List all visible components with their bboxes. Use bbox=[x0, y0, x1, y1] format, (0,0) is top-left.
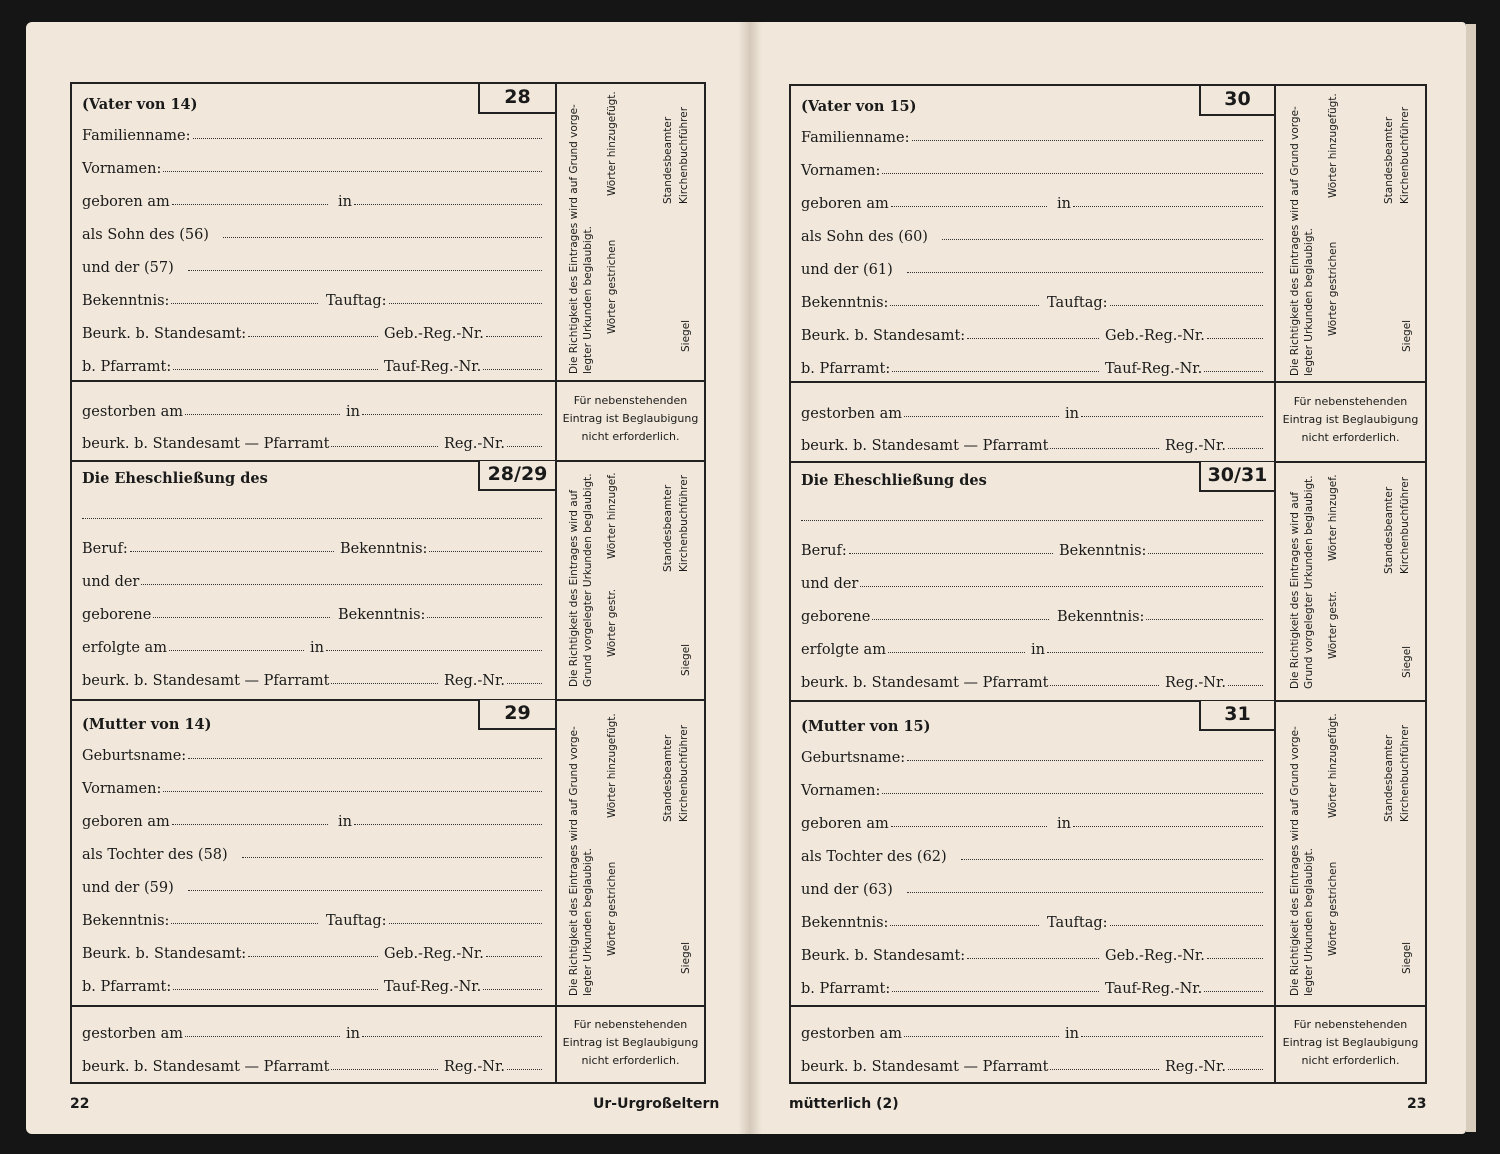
fill-line[interactable] bbox=[130, 551, 334, 552]
fill-line[interactable] bbox=[223, 237, 542, 238]
official-title: Kirchenbuchführer bbox=[678, 724, 690, 822]
fill-line[interactable] bbox=[193, 138, 542, 139]
field-surname: Familienname: bbox=[82, 122, 546, 144]
fill-line[interactable] bbox=[141, 584, 542, 585]
field-death-reg-no: Reg.-Nr. bbox=[444, 430, 546, 452]
field-occupation: Beruf: bbox=[801, 537, 1057, 559]
official-title: Standesbeamter bbox=[1383, 734, 1395, 822]
section-divider bbox=[72, 380, 555, 382]
certification-text: Die Richtigkeit des Eintrages wird auf bbox=[1289, 491, 1301, 689]
field-marriage-line bbox=[801, 504, 1267, 526]
certification-text: legter Urkunden beglaubigt. bbox=[1303, 848, 1315, 996]
fill-line[interactable] bbox=[907, 892, 1263, 893]
fill-line[interactable] bbox=[1050, 448, 1159, 449]
field-birth-date: geboren am bbox=[801, 190, 1051, 212]
section-divider bbox=[791, 700, 1425, 702]
entry-number: 29 bbox=[478, 700, 555, 730]
seal-label: Siegel bbox=[680, 643, 692, 676]
fill-line[interactable] bbox=[362, 414, 542, 415]
section-heading-marriage: Die Eheschließung des bbox=[801, 472, 987, 489]
fill-line[interactable] bbox=[354, 824, 542, 825]
field-death-place: in bbox=[1065, 1020, 1267, 1042]
fill-line[interactable] bbox=[1081, 416, 1263, 417]
fill-line[interactable] bbox=[1050, 1069, 1159, 1070]
fill-line[interactable] bbox=[507, 683, 542, 684]
section-divider bbox=[555, 380, 704, 382]
field-death-reg-no: Reg.-Nr. bbox=[1165, 432, 1267, 454]
fill-line[interactable] bbox=[904, 1036, 1059, 1037]
fill-line[interactable] bbox=[1047, 652, 1263, 653]
certification-text: Grund vorgelegter Urkunden beglaubigt. bbox=[1303, 475, 1315, 689]
field-marriage-place: in bbox=[1031, 636, 1267, 658]
field-birth-reg-no: Geb.-Reg.-Nr. bbox=[1105, 942, 1267, 964]
section-heading-mother: (Mutter von 14) bbox=[82, 716, 212, 733]
words-added-label: Wörter hinzugef. bbox=[1327, 474, 1339, 561]
fill-line[interactable] bbox=[188, 758, 542, 759]
field-daughter-of: als Tochter des (62) bbox=[801, 843, 1267, 865]
fill-line[interactable] bbox=[1204, 991, 1263, 992]
fill-line[interactable] bbox=[354, 204, 542, 205]
fill-line[interactable] bbox=[912, 140, 1263, 141]
official-title: Standesbeamter bbox=[662, 116, 674, 204]
section-heading-father: (Vater von 14) bbox=[82, 96, 198, 113]
section-heading-marriage: Die Eheschließung des bbox=[82, 470, 268, 487]
fill-line[interactable] bbox=[188, 890, 542, 891]
fill-line[interactable] bbox=[486, 336, 542, 337]
field-birth-reg-no: Geb.-Reg.-Nr. bbox=[1105, 322, 1267, 344]
fill-line[interactable] bbox=[429, 551, 542, 552]
certification-text: legter Urkunden beglaubigt. bbox=[582, 848, 594, 996]
seal-label: Siegel bbox=[1401, 319, 1413, 352]
field-baptism-day: Tauftag: bbox=[1047, 909, 1267, 931]
fill-line[interactable] bbox=[163, 791, 542, 792]
seal-label: Siegel bbox=[680, 941, 692, 974]
words-struck-label: Wörter gestr. bbox=[1327, 590, 1339, 659]
section-divider bbox=[791, 381, 1274, 383]
fill-line[interactable] bbox=[82, 518, 542, 519]
certification-text: legter Urkunden beglaubigt. bbox=[582, 226, 594, 374]
field-given-names: Vornamen: bbox=[82, 155, 546, 177]
field-birth-date: geboren am bbox=[82, 188, 332, 210]
book-gutter bbox=[738, 22, 762, 1134]
certification-text: Die Richtigkeit des Eintrages wird auf Grund vorge- bbox=[1289, 726, 1301, 996]
fill-line[interactable] bbox=[882, 173, 1263, 174]
field-death-registered: beurk. b. Standesamt — Pfarramt bbox=[82, 1053, 442, 1075]
field-confession: Bekenntnis: bbox=[801, 289, 1043, 311]
fill-line[interactable] bbox=[892, 371, 1099, 372]
fill-line[interactable] bbox=[1207, 338, 1263, 339]
fill-line[interactable] bbox=[907, 272, 1263, 273]
fill-line[interactable] bbox=[326, 650, 542, 651]
fill-line[interactable] bbox=[1146, 619, 1263, 620]
official-title: Kirchenbuchführer bbox=[678, 106, 690, 204]
official-title: Standesbeamter bbox=[1383, 486, 1395, 574]
words-struck-label: Wörter gestrichen bbox=[1327, 861, 1339, 956]
fill-line[interactable] bbox=[849, 553, 1053, 554]
entry-number: 28/29 bbox=[478, 461, 555, 491]
words-added-label: Wörter hinzugefügt. bbox=[606, 91, 618, 196]
fill-line[interactable] bbox=[967, 958, 1099, 959]
fill-line[interactable] bbox=[892, 991, 1099, 992]
field-marriage-line bbox=[82, 502, 546, 524]
field-registry-office: Beurk. b. Standesamt: bbox=[801, 322, 1103, 344]
field-confession-2: Bekenntnis: bbox=[1057, 603, 1267, 625]
fill-line[interactable] bbox=[888, 652, 1025, 653]
field-death-date: gestorben am bbox=[801, 400, 1063, 422]
words-struck-label: Wörter gestrichen bbox=[606, 239, 618, 334]
field-marriage-reg-no: Reg.-Nr. bbox=[1165, 669, 1267, 691]
field-birth-reg-no: Geb.-Reg.-Nr. bbox=[384, 320, 546, 342]
field-death-registered: beurk. b. Standesamt — Pfarramt bbox=[801, 1053, 1163, 1075]
fill-line[interactable] bbox=[331, 1069, 438, 1070]
fill-line[interactable] bbox=[173, 369, 378, 370]
field-parish-office: b. Pfarramt: bbox=[82, 973, 382, 995]
fill-line[interactable] bbox=[1081, 1036, 1263, 1037]
no-certification-note: Für nebenstehenden Eintrag ist Beglaubigung nicht erforderlich. bbox=[1282, 395, 1419, 444]
no-certification-note: Für nebenstehenden Eintrag ist Beglaubigung nicht erforderlich. bbox=[562, 394, 699, 443]
fill-line[interactable] bbox=[486, 956, 542, 957]
field-death-place: in bbox=[346, 1020, 546, 1042]
field-death-date: gestorben am bbox=[801, 1020, 1063, 1042]
fill-line[interactable] bbox=[860, 586, 1263, 587]
fill-line[interactable] bbox=[172, 204, 328, 205]
field-birth-place: in bbox=[338, 188, 546, 210]
field-registry-office: Beurk. b. Standesamt: bbox=[82, 320, 382, 342]
official-title: Kirchenbuchführer bbox=[678, 474, 690, 572]
fill-line[interactable] bbox=[188, 270, 542, 271]
fill-line[interactable] bbox=[163, 171, 542, 172]
field-confession-2: Bekenntnis: bbox=[338, 601, 546, 623]
entry-number: 31 bbox=[1199, 701, 1274, 731]
field-confession: Bekenntnis: bbox=[801, 909, 1043, 931]
fill-line[interactable] bbox=[1110, 305, 1263, 306]
section-heading-mother: (Mutter von 15) bbox=[801, 718, 931, 735]
fill-line[interactable] bbox=[169, 650, 304, 651]
certification-text: Die Richtigkeit des Eintrages wird auf Grund vorge- bbox=[568, 104, 580, 374]
field-son-of: als Sohn des (56) bbox=[82, 221, 546, 243]
fill-line[interactable] bbox=[1073, 826, 1263, 827]
no-certification-note: Für nebenstehenden Eintrag ist Beglaubigung nicht erforderlich. bbox=[1282, 1018, 1419, 1067]
field-birth-date: geboren am bbox=[82, 808, 332, 830]
fill-line[interactable] bbox=[331, 683, 438, 684]
field-death-reg-no: Reg.-Nr. bbox=[444, 1053, 546, 1075]
entry-number: 30 bbox=[1199, 86, 1274, 116]
fill-line[interactable] bbox=[1073, 206, 1263, 207]
fill-line[interactable] bbox=[891, 826, 1047, 827]
fill-line[interactable] bbox=[153, 617, 330, 618]
entry-number: 28 bbox=[478, 84, 555, 114]
certification-text: Die Richtigkeit des Eintrages wird auf Grund vorge- bbox=[568, 726, 580, 996]
field-nee: geborene bbox=[801, 603, 1053, 625]
field-death-date: gestorben am bbox=[82, 398, 344, 420]
field-given-names: Vornamen: bbox=[82, 775, 546, 797]
fill-line[interactable] bbox=[891, 206, 1047, 207]
field-occupation: Beruf: bbox=[82, 535, 338, 557]
field-death-reg-no: Reg.-Nr. bbox=[1165, 1053, 1267, 1075]
field-birth-place: in bbox=[1057, 810, 1267, 832]
field-surname: Familienname: bbox=[801, 124, 1267, 146]
column-divider bbox=[555, 84, 557, 1082]
field-and-the: und der (59) bbox=[82, 874, 546, 896]
page-edge bbox=[1466, 24, 1476, 1132]
field-and-the: und der bbox=[82, 568, 546, 590]
fill-line[interactable] bbox=[882, 793, 1263, 794]
fill-line[interactable] bbox=[507, 446, 542, 447]
field-marriage-date: erfolgte am bbox=[801, 636, 1029, 658]
fill-line[interactable] bbox=[942, 239, 1263, 240]
field-death-place: in bbox=[346, 398, 546, 420]
fill-line[interactable] bbox=[967, 338, 1099, 339]
right-form bbox=[789, 84, 1427, 1084]
fill-line[interactable] bbox=[890, 925, 1039, 926]
field-parish-office: b. Pfarramt: bbox=[801, 975, 1103, 997]
no-certification-note: Für nebenstehenden Eintrag ist Beglaubigung nicht erforderlich. bbox=[562, 1018, 699, 1067]
field-death-date: gestorben am bbox=[82, 1020, 344, 1042]
fill-line[interactable] bbox=[890, 305, 1039, 306]
fill-line[interactable] bbox=[1148, 553, 1263, 554]
field-marriage-registered: beurk. b. Standesamt — Pfarramt bbox=[801, 669, 1163, 691]
fill-line[interactable] bbox=[904, 416, 1059, 417]
field-marriage-place: in bbox=[310, 634, 546, 656]
certification-text: legter Urkunden beglaubigt. bbox=[1303, 228, 1315, 376]
fill-line[interactable] bbox=[872, 619, 1049, 620]
field-marriage-registered: beurk. b. Standesamt — Pfarramt bbox=[82, 667, 442, 689]
field-parish-office: b. Pfarramt: bbox=[801, 355, 1103, 377]
field-confession: Bekenntnis: bbox=[1059, 537, 1267, 559]
fill-line[interactable] bbox=[961, 859, 1263, 860]
left-form bbox=[70, 82, 706, 1084]
fill-line[interactable] bbox=[331, 446, 438, 447]
fill-line[interactable] bbox=[483, 369, 542, 370]
fill-line[interactable] bbox=[483, 989, 542, 990]
field-birth-place: in bbox=[338, 808, 546, 830]
field-marriage-reg-no: Reg.-Nr. bbox=[444, 667, 546, 689]
official-title: Kirchenbuchführer bbox=[1399, 106, 1411, 204]
words-added-label: Wörter hinzugefügt. bbox=[1327, 713, 1339, 818]
section-divider bbox=[1274, 381, 1425, 383]
fill-line[interactable] bbox=[1110, 925, 1263, 926]
field-marriage-date: erfolgte am bbox=[82, 634, 308, 656]
words-struck-label: Wörter gestr. bbox=[606, 588, 618, 657]
fill-line[interactable] bbox=[1228, 685, 1263, 686]
field-death-registered: beurk. b. Standesamt — Pfarramt bbox=[801, 432, 1163, 454]
fill-line[interactable] bbox=[171, 303, 318, 304]
field-and-the: und der (57) bbox=[82, 254, 546, 276]
fill-line[interactable] bbox=[1228, 1069, 1263, 1070]
official-title: Standesbeamter bbox=[1383, 116, 1395, 204]
field-baptism-reg-no: Tauf-Reg.-Nr. bbox=[384, 353, 546, 375]
field-birth-name: Geburtsname: bbox=[801, 744, 1267, 766]
words-struck-label: Wörter gestrichen bbox=[606, 861, 618, 956]
fill-line[interactable] bbox=[389, 303, 542, 304]
field-daughter-of: als Tochter des (58) bbox=[82, 841, 546, 863]
field-birth-name: Geburtsname: bbox=[82, 742, 546, 764]
field-birth-date: geboren am bbox=[801, 810, 1051, 832]
certification-text: Die Richtigkeit des Eintrages wird auf Grund vorge- bbox=[1289, 106, 1301, 376]
section-divider bbox=[72, 699, 704, 701]
words-added-label: Wörter hinzugefügt. bbox=[1327, 93, 1339, 198]
field-registry-office: Beurk. b. Standesamt: bbox=[801, 942, 1103, 964]
section-divider bbox=[791, 1005, 1425, 1007]
page-number: 23 bbox=[1407, 1096, 1427, 1112]
fill-line[interactable] bbox=[242, 857, 542, 858]
field-death-registered: beurk. b. Standesamt — Pfarramt bbox=[82, 430, 442, 452]
field-baptism-reg-no: Tauf-Reg.-Nr. bbox=[1105, 355, 1267, 377]
footer-title: mütterlich (2) bbox=[789, 1096, 899, 1112]
certification-text: Grund vorgelegter Urkunden beglaubigt. bbox=[582, 473, 594, 687]
official-title: Standesbeamter bbox=[662, 484, 674, 572]
fill-line[interactable] bbox=[801, 520, 1263, 521]
words-added-label: Wörter hinzugef. bbox=[606, 472, 618, 559]
field-and-the: und der (63) bbox=[801, 876, 1267, 898]
section-divider bbox=[555, 460, 704, 462]
seal-label: Siegel bbox=[1401, 941, 1413, 974]
field-son-of: als Sohn des (60) bbox=[801, 223, 1267, 245]
fill-line[interactable] bbox=[185, 414, 340, 415]
section-divider bbox=[1274, 461, 1425, 463]
field-given-names: Vornamen: bbox=[801, 157, 1267, 179]
section-heading-father: (Vater von 15) bbox=[801, 98, 917, 115]
field-registry-office: Beurk. b. Standesamt: bbox=[82, 940, 382, 962]
fill-line[interactable] bbox=[907, 760, 1263, 761]
fill-line[interactable] bbox=[1207, 958, 1263, 959]
fill-line[interactable] bbox=[507, 1069, 542, 1070]
fill-line[interactable] bbox=[248, 336, 378, 337]
field-confession: Bekenntnis: bbox=[340, 535, 546, 557]
seal-label: Siegel bbox=[680, 319, 692, 352]
fill-line[interactable] bbox=[173, 989, 378, 990]
page-number: 22 bbox=[70, 1096, 90, 1112]
field-confession: Bekenntnis: bbox=[82, 907, 322, 929]
field-given-names: Vornamen: bbox=[801, 777, 1267, 799]
field-and-the: und der bbox=[801, 570, 1267, 592]
footer-title: Ur-Urgroßeltern bbox=[593, 1096, 720, 1112]
fill-line[interactable] bbox=[427, 617, 542, 618]
official-title: Kirchenbuchführer bbox=[1399, 476, 1411, 574]
fill-line[interactable] bbox=[1228, 448, 1263, 449]
field-confession: Bekenntnis: bbox=[82, 287, 322, 309]
field-baptism-day: Tauftag: bbox=[326, 907, 546, 929]
field-baptism-reg-no: Tauf-Reg.-Nr. bbox=[1105, 975, 1267, 997]
fill-line[interactable] bbox=[362, 1036, 542, 1037]
field-death-place: in bbox=[1065, 400, 1267, 422]
fill-line[interactable] bbox=[171, 923, 318, 924]
fill-line[interactable] bbox=[389, 923, 542, 924]
fill-line[interactable] bbox=[1050, 685, 1159, 686]
fill-line[interactable] bbox=[248, 956, 378, 957]
fill-line[interactable] bbox=[185, 1036, 340, 1037]
field-birth-place: in bbox=[1057, 190, 1267, 212]
field-and-the: und der (61) bbox=[801, 256, 1267, 278]
field-baptism-day: Tauftag: bbox=[326, 287, 546, 309]
section-divider bbox=[72, 1005, 704, 1007]
certification-text: Die Richtigkeit des Eintrages wird auf bbox=[568, 489, 580, 687]
fill-line[interactable] bbox=[172, 824, 328, 825]
column-divider bbox=[1274, 86, 1276, 1082]
official-title: Standesbeamter bbox=[662, 734, 674, 822]
field-baptism-reg-no: Tauf-Reg.-Nr. bbox=[384, 973, 546, 995]
seal-label: Siegel bbox=[1401, 645, 1413, 678]
field-parish-office: b. Pfarramt: bbox=[82, 353, 382, 375]
words-added-label: Wörter hinzugefügt. bbox=[606, 713, 618, 818]
field-nee: geborene bbox=[82, 601, 334, 623]
words-struck-label: Wörter gestrichen bbox=[1327, 241, 1339, 336]
field-birth-reg-no: Geb.-Reg.-Nr. bbox=[384, 940, 546, 962]
official-title: Kirchenbuchführer bbox=[1399, 724, 1411, 822]
entry-number: 30/31 bbox=[1199, 462, 1274, 492]
fill-line[interactable] bbox=[1204, 371, 1263, 372]
field-baptism-day: Tauftag: bbox=[1047, 289, 1267, 311]
